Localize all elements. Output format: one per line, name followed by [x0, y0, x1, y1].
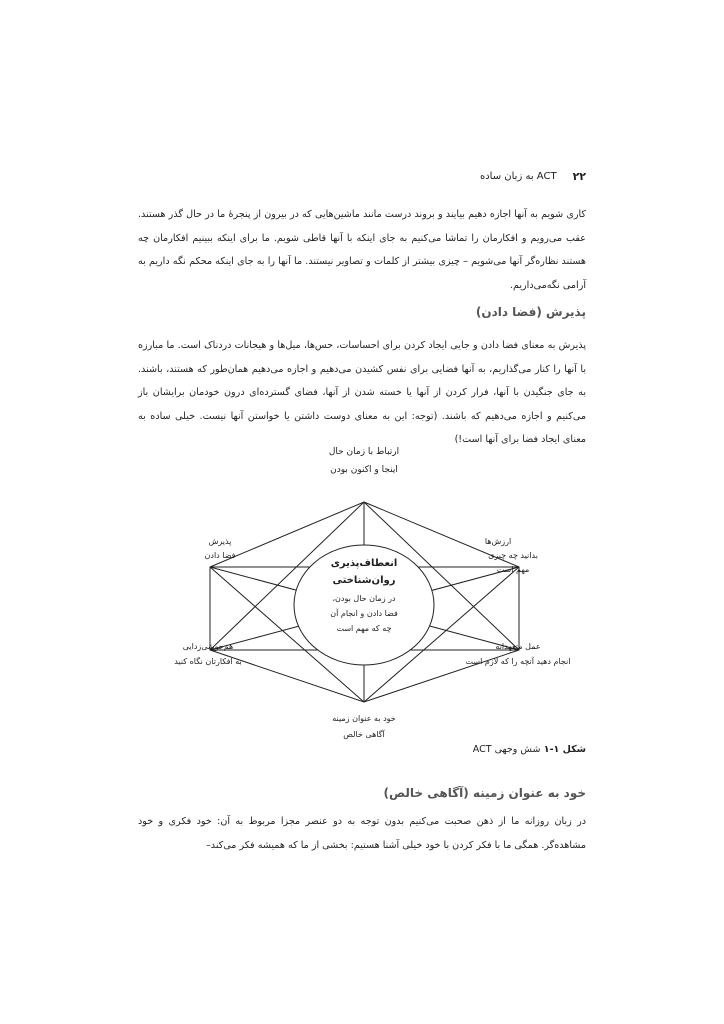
bottom-label-1: خود به عنوان زمینه — [332, 714, 396, 723]
page-number: ۲۲ — [572, 169, 586, 183]
center-title-2: روان‌شناختی — [332, 575, 396, 586]
caption-text: شش وجهی ACT — [472, 744, 541, 755]
lower-left-label-2: به افکارتان نگاه کنید — [174, 657, 242, 666]
lower-right-label-1: عمل متعهدانه — [495, 642, 541, 651]
center-text-3: چه که مهم است — [336, 624, 392, 633]
lower-right-label-2: انجام دهید آنچه را که لازم است — [465, 657, 571, 666]
center-text-2: فضا دادن و انجام آن — [330, 609, 398, 618]
center-text-1: در زمان حال بودن، — [332, 594, 396, 603]
lower-left-label-1: هم‌جوشی‌زدایی — [182, 642, 234, 651]
top-label-1: ارتباط با زمان حال — [328, 447, 400, 457]
section-heading-self-as-context: خود به عنوان زمینه (آگاهی خالص) — [383, 786, 586, 800]
figure-caption — [473, 744, 586, 755]
paragraph-self-as-context: در زبان روزانه ما از ذهن صحبت می‌کنیم بدون توجه به دو عنصر مجزا مربوط به آن: خود فکری و خود مشاهده‌گر. همگی ما با فکر کردن با خود خیلی آشنا هستیم: بخشی از ما که همیشه فکر می‌کند– — [138, 816, 586, 851]
paragraph-acceptance: پذیرش به معنای فضا دادن و جایی ایجاد کردن برای احساسات، حس‌ها، میل‌ها و هیجانات دردناک است. ما مبارزه با آنها را کنار می‌گذاریم، به آنها فضایی برای نفس کشیدن می‌دهیم و اجازه می‌دهیم همان‌طور که هستند، باشند. به جای جنگیدن با آنها، فرار کردن از آنها یا خسته شدن از آنها، فضای گسترده‌ای درون خودمان برایشان باز می‌کنیم و اجازه می‌دهیم که باشند. (توجه: این به معنای دوست داشتن یا خواستن آنها نیست. خیلی ساده به معنای ایجاد فضا برای آنها است!) — [138, 340, 586, 445]
caption-label: شکل ۱-۱ — [543, 744, 586, 755]
upper-right-label-1: ارزش‌ها — [484, 537, 512, 546]
bottom-label-2: آگاهی خالص — [343, 730, 385, 739]
upper-right-label-2: بدانید چه چیزی — [488, 551, 538, 560]
upper-left-label-2: فضا دادن — [204, 551, 236, 560]
upper-right-label-3: مهم است — [496, 565, 530, 574]
upper-left-label-1: پذیرش — [208, 537, 232, 546]
top-label-2: اینجا و اکنون بودن — [330, 465, 398, 475]
paragraph-defusion: کاری شویم به آنها اجازه دهیم بیایند و بروند درست مانند ماشین‌هایی که در بیرون از پنجرهٔ ما در حال گذر هستند. عقب می‌رویم و افکارمان را تماشا می‌کنیم به جای اینکه با آنها قاطی شویم. ما برای اینکه ببینیم افکارمان چه هستند نظاره‌گر آنها می‌شویم – چیزی بیشتر از کلمات و تصاویر نیستند. ما آنها را به جای اینکه محکم نگه داریم به آرامی نگه‌می‌داریم. — [138, 209, 586, 291]
section-heading-acceptance: پذیرش (فضا دادن) — [475, 305, 586, 319]
running-title: ACT به زبان ساده — [479, 170, 557, 182]
page-header — [138, 168, 586, 184]
act-hexaflex-diagram — [168, 440, 588, 760]
center-title-1: انعطاف‌پذیری — [330, 558, 398, 569]
